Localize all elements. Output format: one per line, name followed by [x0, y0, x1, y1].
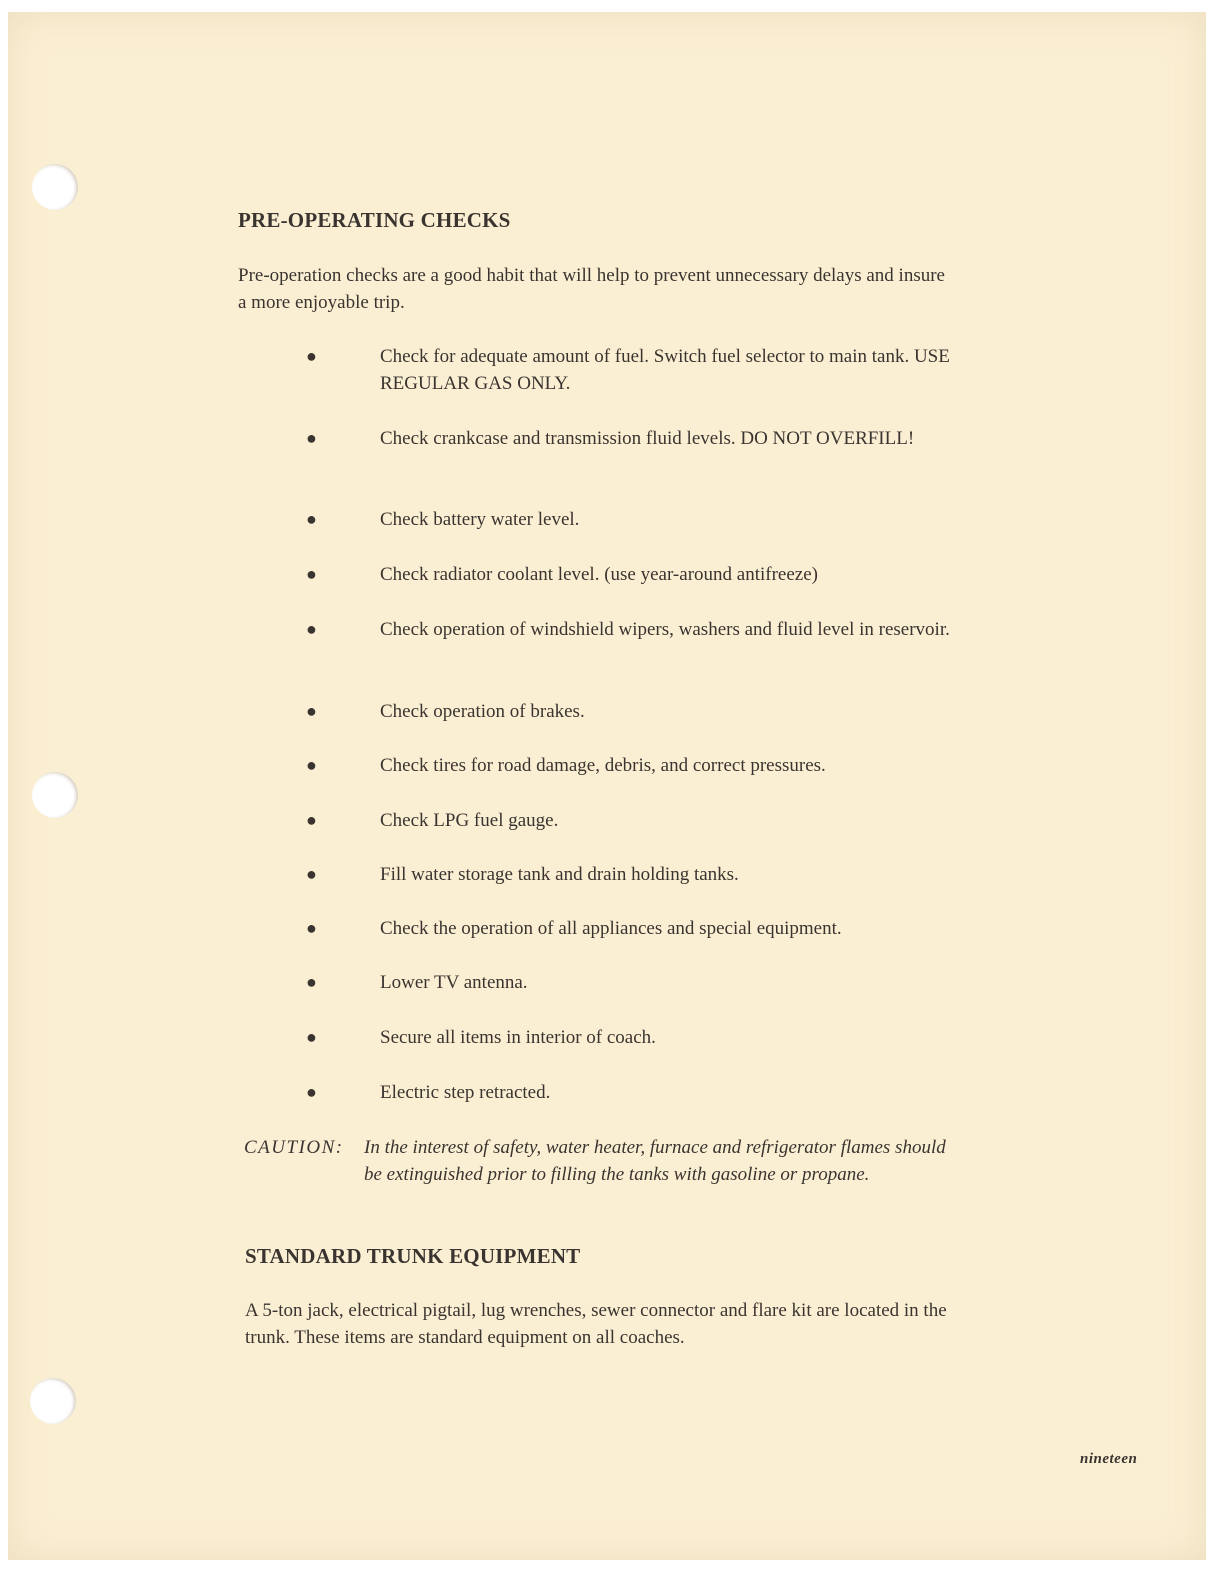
check-item-text: Check crankcase and transmission fluid levels. DO NOT OVERFILL! [380, 428, 915, 449]
check-item-text: Secure all items in interior of coach. [380, 1027, 656, 1048]
check-item-text: Check operation of brakes. [380, 701, 585, 722]
pre-operating-checks-heading: PRE-OPERATING CHECKS [238, 208, 511, 232]
check-item-text: Fill water storage tank and drain holding tanks. [380, 864, 739, 885]
punch-hole [32, 164, 78, 210]
bullet-icon: ● [306, 346, 317, 366]
check-item-text: Check for adequate amount of fuel. Switch fuel selector to main tank. USE REGULAR GAS ONLY. [380, 346, 950, 394]
check-item-text: Lower TV antenna. [380, 972, 528, 993]
check-item-text: Check the operation of all appliances and special equipment. [380, 918, 842, 939]
pre-operating-intro: Pre-operation checks are a good habit that will help to prevent unnecessary delays and insure a more enjoyable trip. [238, 265, 945, 313]
check-item-text: Check radiator coolant level. (use year-around antifreeze) [380, 564, 818, 585]
page-number: nineteen [1080, 1451, 1138, 1467]
bullet-icon: ● [306, 1082, 317, 1102]
check-item-text: Check operation of windshield wipers, washers and fluid level in reservoir. [380, 619, 950, 640]
bullet-icon: ● [306, 810, 317, 830]
bullet-icon: ● [306, 1027, 317, 1047]
caution-text: In the interest of safety, water heater, furnace and refrigerator flames should be extinguished prior to filling the tanks with gasoline or propane. [364, 1137, 946, 1185]
punch-hole [32, 772, 78, 818]
bullet-icon: ● [306, 564, 317, 584]
bullet-icon: ● [306, 972, 317, 992]
check-item-text: Electric step retracted. [380, 1082, 551, 1103]
bullet-icon: ● [306, 701, 317, 721]
bullet-icon: ● [306, 864, 317, 884]
punch-hole [30, 1378, 76, 1424]
check-item-text: Check LPG fuel gauge. [380, 810, 559, 831]
bullet-icon: ● [306, 619, 317, 639]
caution-label: CAUTION: [244, 1137, 344, 1158]
bullet-icon: ● [306, 755, 317, 775]
bullet-icon: ● [306, 509, 317, 529]
bullet-icon: ● [306, 918, 317, 938]
check-item-text: Check battery water level. [380, 509, 580, 530]
standard-trunk-equipment-body: A 5-ton jack, electrical pigtail, lug wrenches, sewer connector and flare kit are located in the trunk. These items are standard equipment on all coaches. [245, 1300, 947, 1348]
standard-trunk-equipment-heading: STANDARD TRUNK EQUIPMENT [245, 1244, 581, 1268]
check-item-text: Check tires for road damage, debris, and correct pressures. [380, 755, 826, 776]
bullet-icon: ● [306, 428, 317, 448]
